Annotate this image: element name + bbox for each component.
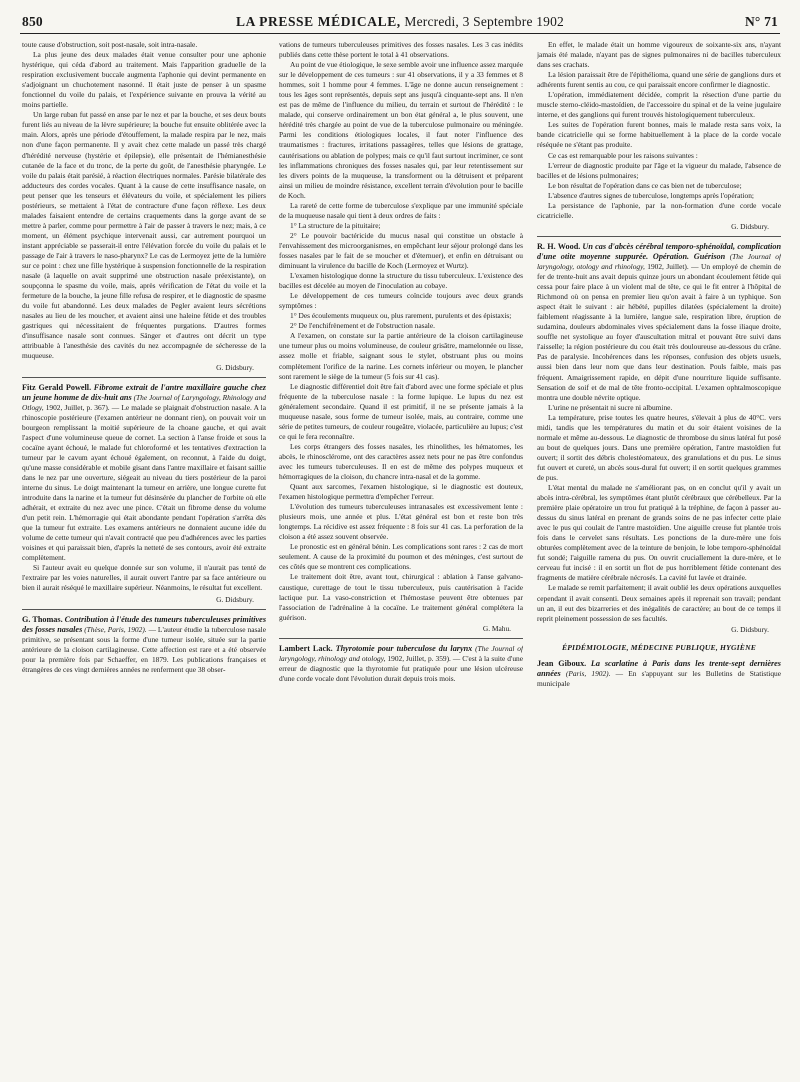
abstract-reference: (Thèse, Paris, 1902). — [84, 624, 147, 634]
abstract-author: Lambert Lack. — [279, 643, 333, 653]
list-item: 1° Des écoulements muqueux ou, plus rarement, purulents et des épistaxis; — [290, 311, 512, 321]
paragraph: Le malade se remit parfaitement; il avait oublié les deux opérations auxquelles cependant il avait consenti. Deux semaines après il reprenait son travail; pendant un an, il eut des bizarreries et des inégalités de caractère; au bout de ce temps il reprit pleinement possession de ses facultés. — [537, 583, 781, 623]
paragraph: Le développement de ces tumeurs coïncide toujours avec deux grands symptômes : — [279, 291, 523, 311]
author-signature: G. Didsbury. — [216, 362, 254, 372]
issue-number: N° 71 — [744, 14, 778, 29]
paragraph: L'évolution des tumeurs tuberculeuses intranasales est excessivement lente : plusieurs mois, une année et plus. L'état général est bon et reste bon très longtemps. La récidive est assez fréquente : 8 fois sur 41 cas. La perforation de la cloison a été assez souvent observée. — [279, 502, 523, 542]
separator — [537, 236, 781, 237]
paragraph: L'état mental du malade ne s'améliorant pas, on en conclut qu'il y avait un abcès intra-cérébral, les symptômes étant plutôt cérébraux que cérébelleux. Par la première plaie opératoire un trou fut pratiqué à la tréphine, de façon à passer au-dessus du sinus latéral en prenant de grands soins de ne pas infecter cette plaie avec le pus qui coulait de l'antre mastoïdien. Une aiguille creuse fut plantée trois fois dans le cervelet sans résultats. Les ponctions de la dure-mère une fois obturées complètement avec de la teinture de benjoin, le lobe temporo-sphénoïdal fut sondé; l'aiguille ramena du pus. On ouvrit cruciallement la dure-mère, et le cerveau fut incisé : il en sortit un flot de pus horriblement fétide contenant des fragments de matière cérébrale nécrosés. La cavité fut lavée et drainée. — [537, 483, 781, 583]
running-title — [22, 14, 778, 30]
abstract-reference: (The Journal of laryngology, rhinology and otology, — [279, 643, 523, 663]
abstract-body: 1902, Juillet, p. 359). — C'est à la suite d'une erreur de diagnostic que la thyrotomie fut pratiquée pour une lésion ulcéreuse d'une corde vocale dont l'évolution durait depuis trois mois. — [279, 653, 523, 683]
paragraph: Quant aux sarcomes, l'examen histologique, si le diagnostic est douteux, l'examen histologique permettra d'empêcher l'erreur. — [279, 482, 523, 502]
list-item: Le bon résultat de l'opération dans ce cas bien net de tuberculose; — [548, 180, 742, 190]
abstract-entry — [22, 615, 266, 675]
abstract-title: Thyrotomie pour tuberculose du larynx — [335, 643, 473, 653]
abstract-entry — [22, 383, 266, 564]
abstract-reference: (The Journal of laryngology, otology and rhinology, — [537, 251, 781, 271]
paragraph: La rareté de cette forme de tuberculose s'explique par une immunité spéciale de la muqueuse nasale qui tient à deux ordres de faits : — [279, 200, 523, 220]
paragraph: Les suites de l'opération furent bonnes, mais le malade resta sans voix, la bande cicatricielle qui se forme habituellement à la place de la corde vocale réséquée ne s'étant pas produite. — [537, 120, 781, 150]
column-2 — [279, 40, 523, 1074]
paragraph: L'opération, immédiatement décidée, comprit la résection d'une partie du muscle sterno-cléido-mastoïdien, de l'accessoire du spinal et de la veine jugulaire interne, et des ganglions qui furent trouvés histologiquement tuberculeux. — [537, 90, 781, 120]
separator — [279, 638, 523, 639]
paragraph: A l'examen, on constate sur la partie antérieure de la cloison cartilagineuse une tumeur plus ou moins volumineuse, de couleur grisâtre, mamelonnée ou lisse, assez molle et friable, saignant sous le stylet, obstruant plus ou moins complètement l'orifice de la narine. Les cornets inférieur ou moyen, le plancher sont rarement le siège de la tumeur (5 fois sur 41 cas). — [279, 331, 523, 381]
paragraph: La plus jeune des deux malades était venue consulter pour une aphonie hystérique, qui céda d'abord au traitement. Mais l'apparition graduelle de la respiration exclusivement buccale augmenta l'aphonie qui devint permanente en s'adjoignant un chuchotement nasonné. Il était juste de penser à un spasme fonctionnel du voile du palais, et l'expérience suivante en prouva la vérité au moins partielle. — [22, 50, 266, 110]
abstract-title: La scarlatine à Paris dans les trente-sept dernières années — [537, 658, 781, 678]
paragraph: L'urine ne présentait ni sucre ni albumine. — [548, 402, 673, 412]
paragraph: Le diagnostic différentiel doit être fait d'abord avec une forme spéciale et plus fréquente de la tuberculose nasale : la forme lupique. Le lupus du nez est généralement secondaire. Quand il est primitif, il ne se présente jamais à la muqueuse nasale, sous forme de tumeur isolée, mais, au contraire, comme une série de petites tumeurs, de couleur rougeâtre, violacée, particulière au lupus; c'est ce qui le fera reconnaître. — [279, 381, 523, 441]
journal-name: LA PRESSE MÉDICALE, — [235, 14, 401, 29]
paragraph: Si l'auteur avait eu quelque donnée sur son volume, il n'aurait pas tenté de l'extraire par les voies naturelles, il aurait ouvert l'antre par sa face antérieure ou bien il aurait réséqué le maxillaire supérieur. Néanmoins, le résultat fut excellent. — [22, 563, 266, 593]
column-3 — [537, 40, 781, 1074]
abstract-reference: (The Journal of Laryngology, Rhinology and Otlogy, — [22, 392, 266, 412]
column-1 — [22, 40, 266, 1074]
page-number: 850 — [22, 14, 43, 29]
paragraph: Le pronostic est en général bénin. Les complications sont rares : 2 cas de mort seulement. A cause de la proximité du poumon et des méninges, c'est surtout de ces côtés que se montrent ces complications. — [279, 542, 523, 572]
separator — [22, 377, 266, 378]
abstract-body: — L'auteur étudie la tuberculose nasale primitive, se présentant sous la forme d'une tumeur isolée, située sur la partie antérieure de la cloison cartilagineuse. Cette affection est rare et a été observée pour la première fois par Schaeffer, en 1879. Les publications françaises et étrangères de ces vingt dernières années ne renferment que 38 obser- — [22, 624, 266, 674]
abstract-title: Fibrome extrait de l'antre maxillaire gauche chez un jeune homme de dix-huit ans — [22, 382, 266, 402]
abstract-author: Jean Giboux. — [537, 658, 587, 668]
list-item: 1° La structure de la pituitaire; — [290, 220, 381, 230]
paragraph: La température, prise toutes les quatre heures, s'élevait à plus de 40°C. vers midi, tandis que les températures du matin et du soir étaient voisines de la normale et même au-dessous. Le diagnostic de thrombose du sinus latéral fut posé au bout de quelques jours. Dans une première opération, l'antre mastoïdien fut ouvert; il sortit des débris cholestéomateux, des granulations et du pus. Le sinus fut ouvert et cureté, un abcès sous-dural fut ouvert; il en sortit quelques grammes de pus. — [537, 412, 781, 482]
author-signature: G. Didsbury. — [731, 221, 769, 231]
paragraph: Au point de vue étiologique, le sexe semble avoir une influence assez marquée sur le développement de ces tumeurs : sur 41 observations, il y a 33 femmes et 8 hommes, soit 1 homme pour 4 femmes. L'âge ne donne aucun renseignement : tous les âges sont représentés, depuis sept ans jusqu'à cinquante-sept ans. Il n'en est pas de même de l'influence du milieu, du terrain et surtout de l'hérédité : le malade, qui conserve ordinairement un bon état général a, le plus souvent, une hérédité très chargée au point de vue de la tuberculose pulmonaire ou méningée. Parmi les conditions étiologiques locales, il faut noter l'influence des traumatismes : fractures, irritations passagères, telles que lésions de grattage, cautérisations ou ablation de polypes; mais ce qu'il faut surtout incriminer, ce sont les inflammations chroniques des fosses nasales qui, par leur retentissement sur les divers points de la muqueuse, la transforment ou la détruisent et préparent ainsi un milieu de moindre résistance, excellent terrain d'évolution pour le bacille de Koch. — [279, 60, 523, 200]
paragraph: vations de tumeurs tuberculeuses primitives des fosses nasales. Les 3 cas inédits publiés dans cette thèse portent le total à 41 observations. — [279, 40, 523, 60]
header-rule — [20, 33, 780, 34]
list-item: L'absence d'autres signes de tuberculose, longtemps après l'opération; — [548, 190, 754, 200]
paragraph: La lésion paraissait être de l'épithélioma, quand une série de ganglions durs et adhérents furent sentis au cou, ce qui paraissait encore confirmer le diagnostic. — [537, 70, 781, 90]
abstract-reference: (Paris, 1902). — [565, 668, 611, 678]
abstract-author: G. Thomas. — [22, 614, 63, 624]
abstract-body: — En s'appuyant sur les Bulletins de Statistique municipale — [537, 668, 781, 688]
abstract-entry — [537, 242, 781, 403]
list-item: 2° De l'enchifrènement et de l'obstruction nasale. — [290, 321, 435, 331]
author-signature: G. Didsbury. — [731, 624, 769, 634]
paragraph: Le traitement doit être, avant tout, chirurgical : ablation à l'anse galvano-caustique, curettage de tout le tissu tuberculeux, puis cautérisation à l'acide lactique pur. La vaso-constriction et l'hémostase peuvent être obtenues par l'association de l'adrénaline à la cocaïne. Le traitement général complétera la guérison. — [279, 572, 523, 622]
author-signature: G. Mahu. — [482, 623, 511, 633]
paragraph: En effet, le malade était un homme vigoureux de soixante-six ans, n'ayant jamais été malade, n'ayant pas de signes pulmonaires ni de bacilles tuberculeux dans ses crachats. — [537, 40, 781, 70]
abstract-body: 1902, Juillet). — Un employé de chemin de fer de trente-huit ans avait depuis quinze jours un abondant écoulement fétide qui cessa pour faire place à un violent mal de tête, ce qui le fit entrer à l'hôpital de Richmond où on pensa en premier lieu qu'on avait à faire à un typhique. Son aspect était le suivant : air hébété, pupilles dilatées (spécialement la droite) faiblement réagissante à la lumière, langue sale, respiration libre, éruption de sudamina, douleurs abdominales vives spécialement dans la fosse iliaque droite, souffle net systolique au foyer d'auscultation mitral et pouvant être suivi dans l'aisselle; la région postérieure du cou était très douloureuse au-dessous du crâne. Pas de paralysie. Incohérences dans les réponses, confusion des objets usuels, aussi bien dans leur nom que dans leur destination. Pouls faible, mais pas fréquent. Amaigrissement rapide, en dépit d'une nourriture liquide suffisante. Sensation de soif et de mal de tête fronto-occipital. L'examen ophtalmoscopique montra une double névrite optique. — [537, 261, 781, 402]
list-item: L'erreur de diagnostic produite par l'âge et la vigueur du malade, l'absence de bacilles et de lésions pulmonaires; — [537, 160, 781, 180]
section-rubric: ÉPIDÉMIOLOGIE, MÉDECINE PUBLIQUE, HYGIÈNE — [561, 642, 757, 652]
paragraph: L'examen histologique donne la structure du tissu tuberculeux. L'existence des bacilles est décelée au moyen de l'inoculation au cobaye. — [279, 271, 523, 291]
abstract-body: 1902, Juillet, p. 367). — Le malade se plaignait d'obstruction nasale. A la rhinoscopie postérieure (l'examen antérieur ne donnant rien), on pouvait voir un bourgeon remplissant la moitié supérieure de la choane gauche, et qui avait l'aspect d'une volumineuse queue de cornet. La section à l'anse froide et sous la cocaïne ayant échoué, le malade fut chloroformé et les tentatives d'extraction la tumeur par le cavum ayant échoué également, on reconnut, à l'aide du doigt, qu'une masse considérable et mobile gisant dans l'antre maxillaire et faisant saillie dans le nez par une ouverture, siégeait au niveau du tiers postérieur de la paroi interne du sinus. Le doigt maintenant la tumeur en arrière, une longue curette fut introduite dans la narine et la tumeur fut désinsérée du plancher de l'orbite où elle adhérait, et extraite du nez avec une pince. C'était un fibrome dense du volume d'un petit rein. L'hémorragie qui était abondante pendant l'opération s'arrêta dès que la tumeur fut extraite. Les examens antérieurs ne donnaient aucune idée du volume de cette tumeur qui n'avait contracté que peu d'adhérences avec les parties voisines et qui paraissait bien, d'après la netteté de ses contours, avoir été extraite complètement. — [22, 402, 266, 563]
issue-date: Mercredi, 3 Septembre 1902 — [404, 14, 565, 29]
author-signature: G. Didsbury. — [216, 594, 254, 604]
abstract-entry — [537, 659, 781, 689]
abstract-entry — [279, 644, 523, 684]
abstract-author: R. H. Wood. — [537, 241, 581, 251]
separator — [22, 609, 266, 610]
abstract-title: Contribution à l'étude des tumeurs tuberculeuses primitives des fosses nasales — [22, 614, 266, 634]
abstract-title: Un cas d'abcès cérébral temporo-sphénoïdal, complication d'une otite moyenne suppurée. Opération. Guérison — [537, 241, 781, 261]
paragraph: Les corps étrangers des fosses nasales, les rhinolithes, les hématomes, les abcès, le rhinosclérome, ont des caractères assez nets pour ne pas être confondus avec les tumeurs tuberculeuses. Il en est de même des polypes muqueux et hémorragiques de la cloison, du chancre intra-nasal et de la gomme. — [279, 441, 523, 482]
list-item: 2° Le pouvoir bactéricide du mucus nasal qui constitue un obstacle à l'envahissement des microorganismes, en empêchant leur séjour prolongé dans les fosses nasales par le fait de se moucher et d'éternuer), et enfin en détruisant ou diminuant la virulence du bacille de Koch (Lermoyez et Wurtz). — [279, 230, 523, 271]
abstract-author: Fitz Gerald Powell. — [22, 382, 92, 392]
paragraph: Un large ruban fut passé en anse par le nez et par la bouche, et ses deux bouts furent liés au niveau de la lèvre supérieure; la bouche fut ensuite oblitérée avec la main. Alors, après une période d'étouffement, la malade respira par le nez, mais non d'une façon permanente. Il y avait chez cette malade un passé très chargé d'hérédité nerveuse (hystérie et épilepsie), elle présentait de l'hémianesthésie cutanée de la face et du tronc, de la perte du goût, de l'anesthésie pharyngée. Le voile du palais était parésié, à réaction électriques normales. Parésie bilatérale des adducteurs des cordes vocales. Quant à la cause de cette insuffisance nasale, on peut penser que les tenseurs et élévateurs du voile, et spécialement les piliers postérieurs, se mettaient à l'état de contracture d'une façon réflexe. Les deux malades faisaient entendre de certains craquements dans la gorge avant de se mettre à parler, comme pour permettre à l'air de passer à travers le nez; mais, à ce moment, un élément psychique intervenait aussi, car autrement pourquoi un instant appréciable se passerait-il entre l'élévation forcée du voile du palais et le passage de l'air à travers le naso-pharynx? Le cas de Lermoyez jette de la lumière sur ce point : chez une fille hystérique à suspension fonctionnelle de la respiration nasale (à laquelle on avait supprimé une obstruction nasale préexistante), on soupçonna le spasme du voile, mais, après vérification de l'état du voile et la fermeture de la bouche, la jeune fille refusa de respirer, et le diagnostic de spasme du voile fut abandonné. Les deux malades de Pegler avaient leurs sécrétions nasales au lieu de les moucher, et avaient ainsi une haleine fétide et des troubles gastriques qui nécessitaient de fréquentes purgations. D'autres formes d'insuffisance nasale sont connues. Sänger et d'autres ont décrit un type attribuable à l'anesthésie des cavités du nez accompagnée de sécheresse de la muqueuse. — [22, 110, 266, 361]
paragraph: toute cause d'obstruction, soit post-nasale, soit intra-nasale. — [22, 40, 198, 49]
paragraph: Ce cas est remarquable pour les raisons suivantes : — [548, 150, 698, 160]
list-item: La persistance de l'aphonie, par la non-formation d'une corde vocale cicatricielle. — [537, 200, 781, 220]
page-header — [22, 14, 778, 34]
